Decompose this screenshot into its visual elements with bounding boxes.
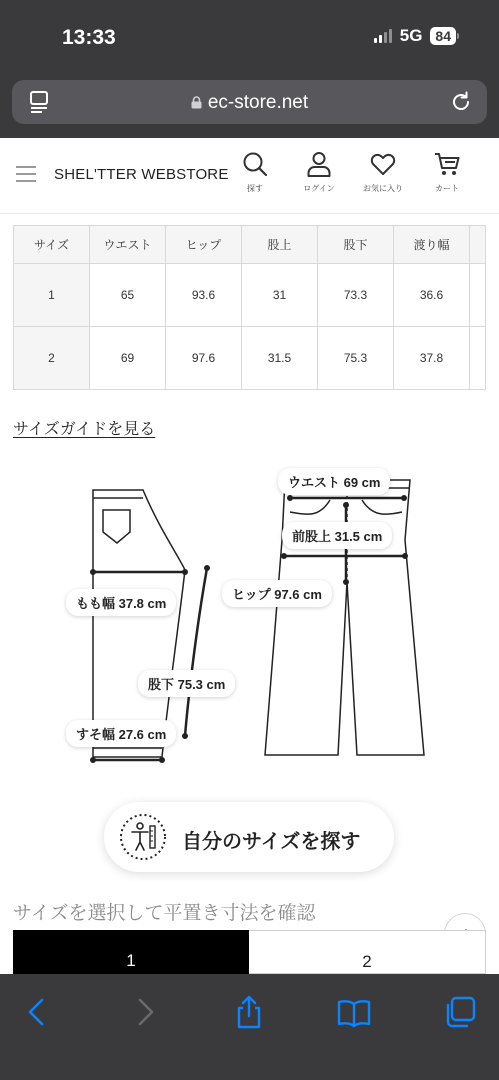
browser-top-chrome: [0, 0, 499, 138]
body-measure-icon: [118, 812, 168, 862]
search-label: 探す: [247, 184, 263, 193]
status-indicators: [374, 26, 459, 46]
url-text: ec-store.net: [207, 92, 309, 113]
cell: 97.6: [166, 327, 242, 390]
signal-icon: [374, 29, 392, 43]
find-my-size-label: 自分のサイズを探す: [182, 831, 361, 853]
cart-button[interactable]: [423, 150, 471, 194]
waist-measurement-label: ウエスト 69 cm: [278, 468, 390, 495]
login-label: ログイン: [303, 184, 335, 193]
hem-measurement-label: すそ幅 27.6 cm: [66, 720, 176, 747]
heart-icon: [369, 150, 397, 178]
favorites-label: お気に入り: [363, 184, 403, 193]
cell: 31.5: [242, 327, 318, 390]
find-my-size-button[interactable]: [104, 802, 394, 872]
url-display[interactable]: [12, 92, 487, 114]
login-button[interactable]: [295, 150, 343, 194]
cell: 1: [14, 264, 90, 327]
size-guide-link[interactable]: サイズガイドを見る: [13, 421, 156, 438]
battery-icon: [430, 27, 459, 45]
cart-label: カート: [435, 184, 459, 193]
share-icon[interactable]: [231, 994, 267, 1030]
front-rise-measurement-label: 前股上 31.5 cm: [282, 522, 392, 549]
size-select-heading: サイズを選択して平置き寸法を確認: [13, 903, 316, 924]
size-table: [13, 225, 486, 390]
address-bar[interactable]: [12, 80, 487, 124]
col-header-rise: 股上: [242, 226, 318, 264]
cell: 36.6: [394, 264, 470, 327]
thigh-measurement-label: もも幅 37.8 cm: [66, 589, 176, 616]
cart-icon: [433, 150, 461, 178]
favorites-button[interactable]: [359, 150, 407, 194]
size-table-header: [14, 226, 486, 264]
cell: 2: [14, 327, 90, 390]
header-actions: [231, 150, 471, 194]
forward-icon[interactable]: [126, 994, 162, 1030]
brand-logo[interactable]: SHEL'TTER WEBSTORE: [54, 166, 229, 183]
cell: 69: [90, 327, 166, 390]
size-option-2[interactable]: 2: [249, 930, 486, 974]
user-icon: [305, 150, 333, 178]
site-header: [0, 138, 499, 214]
menu-icon[interactable]: [16, 166, 36, 182]
table-row: [14, 264, 486, 327]
search-button[interactable]: [231, 150, 279, 194]
reload-icon[interactable]: [449, 90, 473, 114]
table-row: [14, 327, 486, 390]
tabs-icon[interactable]: [442, 994, 478, 1030]
inseam-measurement-label: 股下 75.3 cm: [138, 670, 235, 697]
col-header-waist: ウエスト: [90, 226, 166, 264]
cell: 93.6: [166, 264, 242, 327]
cell: 31: [242, 264, 318, 327]
col-header-hip: ヒップ: [166, 226, 242, 264]
cell: 73.3: [318, 264, 394, 327]
network-type: 5G: [399, 26, 423, 45]
col-header-size: サイズ: [14, 226, 90, 264]
col-header-thigh: 渡り幅: [394, 226, 470, 264]
battery-level: 84: [430, 27, 456, 45]
cell: 65: [90, 264, 166, 327]
size-option-1[interactable]: 1: [13, 930, 249, 974]
pants-measurement-diagram: [0, 460, 499, 780]
lock-icon: [191, 96, 202, 109]
status-time: 13:33: [62, 26, 116, 49]
back-icon[interactable]: [20, 994, 56, 1030]
cell: 75.3: [318, 327, 394, 390]
bookmarks-icon[interactable]: [336, 994, 372, 1030]
browser-toolbar: [0, 974, 499, 1080]
search-icon: [241, 150, 269, 178]
col-header-inseam: 股下: [318, 226, 394, 264]
cell: 37.8: [394, 327, 470, 390]
hip-measurement-label: ヒップ 97.6 cm: [222, 580, 332, 607]
